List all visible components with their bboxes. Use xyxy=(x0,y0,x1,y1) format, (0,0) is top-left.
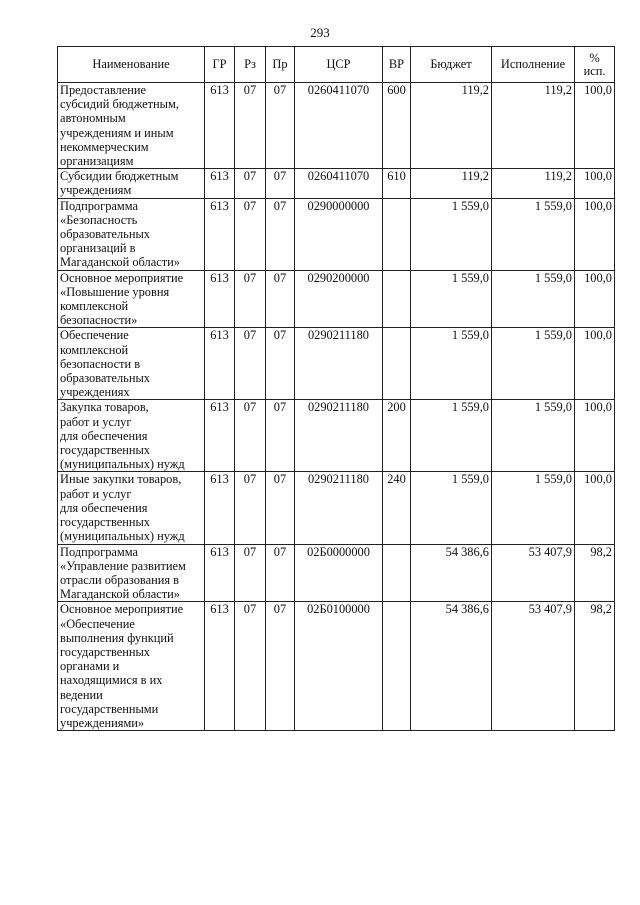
row-name xyxy=(58,169,205,198)
row-name xyxy=(58,602,205,731)
row-budget: 1 559,0 xyxy=(411,328,492,400)
row-name xyxy=(58,198,205,270)
row-percent: 100,0 xyxy=(575,400,615,472)
row-name-line: учреждениями» xyxy=(60,715,145,730)
row-name xyxy=(58,328,205,400)
row-name-line: организациям xyxy=(60,154,134,169)
header-name: Наименование xyxy=(58,47,205,83)
row-percent: 100,0 xyxy=(575,169,615,198)
table-header-row xyxy=(58,47,615,83)
row-name-line: ведении xyxy=(60,687,103,702)
table-body xyxy=(58,83,615,731)
row-rz: 07 xyxy=(235,400,266,472)
row-csr: 02Б0100000 xyxy=(295,602,383,731)
row-name-line: государственных xyxy=(60,644,151,659)
row-gr: 613 xyxy=(205,544,235,602)
row-budget: 54 386,6 xyxy=(411,602,492,731)
row-budget: 1 559,0 xyxy=(411,198,492,270)
row-name-line: «Повышение уровня xyxy=(60,284,170,299)
row-csr: 0290211180 xyxy=(295,400,383,472)
row-pr: 07 xyxy=(266,544,295,602)
row-name-line: выполнения функций xyxy=(60,630,174,645)
row-pr: 07 xyxy=(266,83,295,169)
table-row xyxy=(58,544,615,602)
row-pr: 07 xyxy=(266,472,295,544)
row-budget: 119,2 xyxy=(411,169,492,198)
row-vr xyxy=(383,544,411,602)
row-pr: 07 xyxy=(266,270,295,328)
row-name xyxy=(58,83,205,169)
row-name-line: образовательных xyxy=(60,371,150,386)
row-csr: 0290211180 xyxy=(295,328,383,400)
row-gr: 613 xyxy=(205,198,235,270)
row-execution: 1 559,0 xyxy=(492,472,575,544)
row-rz: 07 xyxy=(235,602,266,731)
row-name-line: комплексной xyxy=(60,299,129,314)
row-name xyxy=(58,472,205,544)
row-execution: 1 559,0 xyxy=(492,270,575,328)
row-vr: 610 xyxy=(383,169,411,198)
page-number: 293 xyxy=(310,25,330,40)
row-name-line: образовательных xyxy=(60,227,150,242)
row-percent: 98,2 xyxy=(575,602,615,731)
row-execution: 1 559,0 xyxy=(492,198,575,270)
header-vr: ВР xyxy=(383,47,411,83)
row-name-line: Предоставление xyxy=(60,83,146,97)
row-gr: 613 xyxy=(205,472,235,544)
row-pr: 07 xyxy=(266,602,295,731)
row-name-line: Подпрограмма xyxy=(60,198,138,213)
row-name-line: субсидий бюджетным, xyxy=(60,97,179,112)
row-name-line: Основное мероприятие xyxy=(60,602,184,617)
row-name-line: учреждениям xyxy=(60,183,132,198)
row-execution: 119,2 xyxy=(492,169,575,198)
header-execution: Исполнение xyxy=(492,47,575,83)
row-gr: 613 xyxy=(205,270,235,328)
row-gr: 613 xyxy=(205,602,235,731)
row-name-line: Подпрограмма xyxy=(60,544,138,559)
row-name xyxy=(58,544,205,602)
row-name-line: для обеспечения xyxy=(60,500,148,515)
row-rz: 07 xyxy=(235,270,266,328)
row-budget: 1 559,0 xyxy=(411,472,492,544)
row-rz: 07 xyxy=(235,328,266,400)
row-name-line: работ и услуг xyxy=(60,414,132,429)
row-name-line: «Безопасность xyxy=(60,212,138,227)
row-gr: 613 xyxy=(205,83,235,169)
row-name-line: автономным xyxy=(60,111,126,126)
header-pr: Пр xyxy=(266,47,295,83)
row-pr: 07 xyxy=(266,169,295,198)
header-csr: ЦСР xyxy=(295,47,383,83)
table-row xyxy=(58,400,615,472)
row-name-line: Магаданской области» xyxy=(60,255,180,270)
row-name-line: Субсидии бюджетным xyxy=(60,169,179,184)
row-name-line: Иные закупки товаров, xyxy=(60,472,182,487)
table-row xyxy=(58,198,615,270)
header-percent xyxy=(575,47,615,83)
row-percent: 100,0 xyxy=(575,472,615,544)
row-rz: 07 xyxy=(235,544,266,602)
row-name-line: органами и xyxy=(60,659,120,674)
row-name-line: для обеспечения xyxy=(60,428,148,443)
row-gr: 613 xyxy=(205,328,235,400)
header-percent-symbol: % xyxy=(589,50,600,65)
row-csr: 0290000000 xyxy=(295,198,383,270)
row-execution: 119,2 xyxy=(492,83,575,169)
row-name-line: государственных xyxy=(60,443,151,458)
row-rz: 07 xyxy=(235,83,266,169)
row-vr xyxy=(383,270,411,328)
row-csr: 0260411070 xyxy=(295,169,383,198)
row-name-line: комплексной xyxy=(60,342,129,357)
row-vr xyxy=(383,602,411,731)
row-name-line: некоммерческим xyxy=(60,139,149,154)
table-row xyxy=(58,472,615,544)
row-csr: 0260411070 xyxy=(295,83,383,169)
row-csr: 0290211180 xyxy=(295,472,383,544)
row-name-line: организаций в xyxy=(60,241,136,256)
row-execution: 53 407,9 xyxy=(492,602,575,731)
table-row xyxy=(58,270,615,328)
row-budget: 54 386,6 xyxy=(411,544,492,602)
row-budget: 119,2 xyxy=(411,83,492,169)
row-name-line: государственными xyxy=(60,701,159,716)
row-execution: 53 407,9 xyxy=(492,544,575,602)
table-row xyxy=(58,328,615,400)
row-vr xyxy=(383,328,411,400)
row-rz: 07 xyxy=(235,169,266,198)
row-name-line: Обеспечение xyxy=(60,328,129,343)
row-execution: 1 559,0 xyxy=(492,328,575,400)
budget-table xyxy=(57,46,615,731)
header-gr: ГР xyxy=(205,47,235,83)
row-vr: 240 xyxy=(383,472,411,544)
row-budget: 1 559,0 xyxy=(411,400,492,472)
row-name-line: безопасности в xyxy=(60,356,141,371)
row-percent: 100,0 xyxy=(575,328,615,400)
row-percent: 100,0 xyxy=(575,198,615,270)
row-budget: 1 559,0 xyxy=(411,270,492,328)
row-percent: 100,0 xyxy=(575,83,615,169)
row-pr: 07 xyxy=(266,400,295,472)
row-pr: 07 xyxy=(266,328,295,400)
row-percent: 100,0 xyxy=(575,270,615,328)
row-rz: 07 xyxy=(235,472,266,544)
row-name-line: (муниципальных) нужд xyxy=(60,457,185,472)
row-name-line: Магаданской области» xyxy=(60,587,180,602)
row-vr xyxy=(383,198,411,270)
row-rz: 07 xyxy=(235,198,266,270)
row-name-line: Основное мероприятие xyxy=(60,270,184,285)
row-name xyxy=(58,400,205,472)
row-name-line: находящимися в их xyxy=(60,673,163,688)
row-name-line: Закупка товаров, xyxy=(60,400,149,415)
row-csr: 0290200000 xyxy=(295,270,383,328)
row-name-line: «Обеспечение xyxy=(60,616,135,631)
row-name-line: «Управление развитием xyxy=(60,558,186,573)
row-name-line: безопасности» xyxy=(60,313,138,328)
header-budget: Бюджет xyxy=(411,47,492,83)
row-csr: 02Б0000000 xyxy=(295,544,383,602)
row-name-line: государственных xyxy=(60,515,151,530)
row-vr: 600 xyxy=(383,83,411,169)
row-pr: 07 xyxy=(266,198,295,270)
table-row xyxy=(58,169,615,198)
header-percent-label: исп. xyxy=(583,63,606,78)
row-name-line: работ и услуг xyxy=(60,486,132,501)
row-name-line: (муниципальных) нужд xyxy=(60,529,185,544)
row-percent: 98,2 xyxy=(575,544,615,602)
row-name-line: отрасли образования в xyxy=(60,572,180,587)
row-gr: 613 xyxy=(205,169,235,198)
row-vr: 200 xyxy=(383,400,411,472)
row-name-line: учреждениях xyxy=(60,385,130,400)
row-name xyxy=(58,270,205,328)
table-row xyxy=(58,83,615,169)
row-gr: 613 xyxy=(205,400,235,472)
row-name-line: учреждениям и иным xyxy=(60,125,174,140)
row-execution: 1 559,0 xyxy=(492,400,575,472)
table-row xyxy=(58,602,615,731)
header-rz: Рз xyxy=(235,47,266,83)
